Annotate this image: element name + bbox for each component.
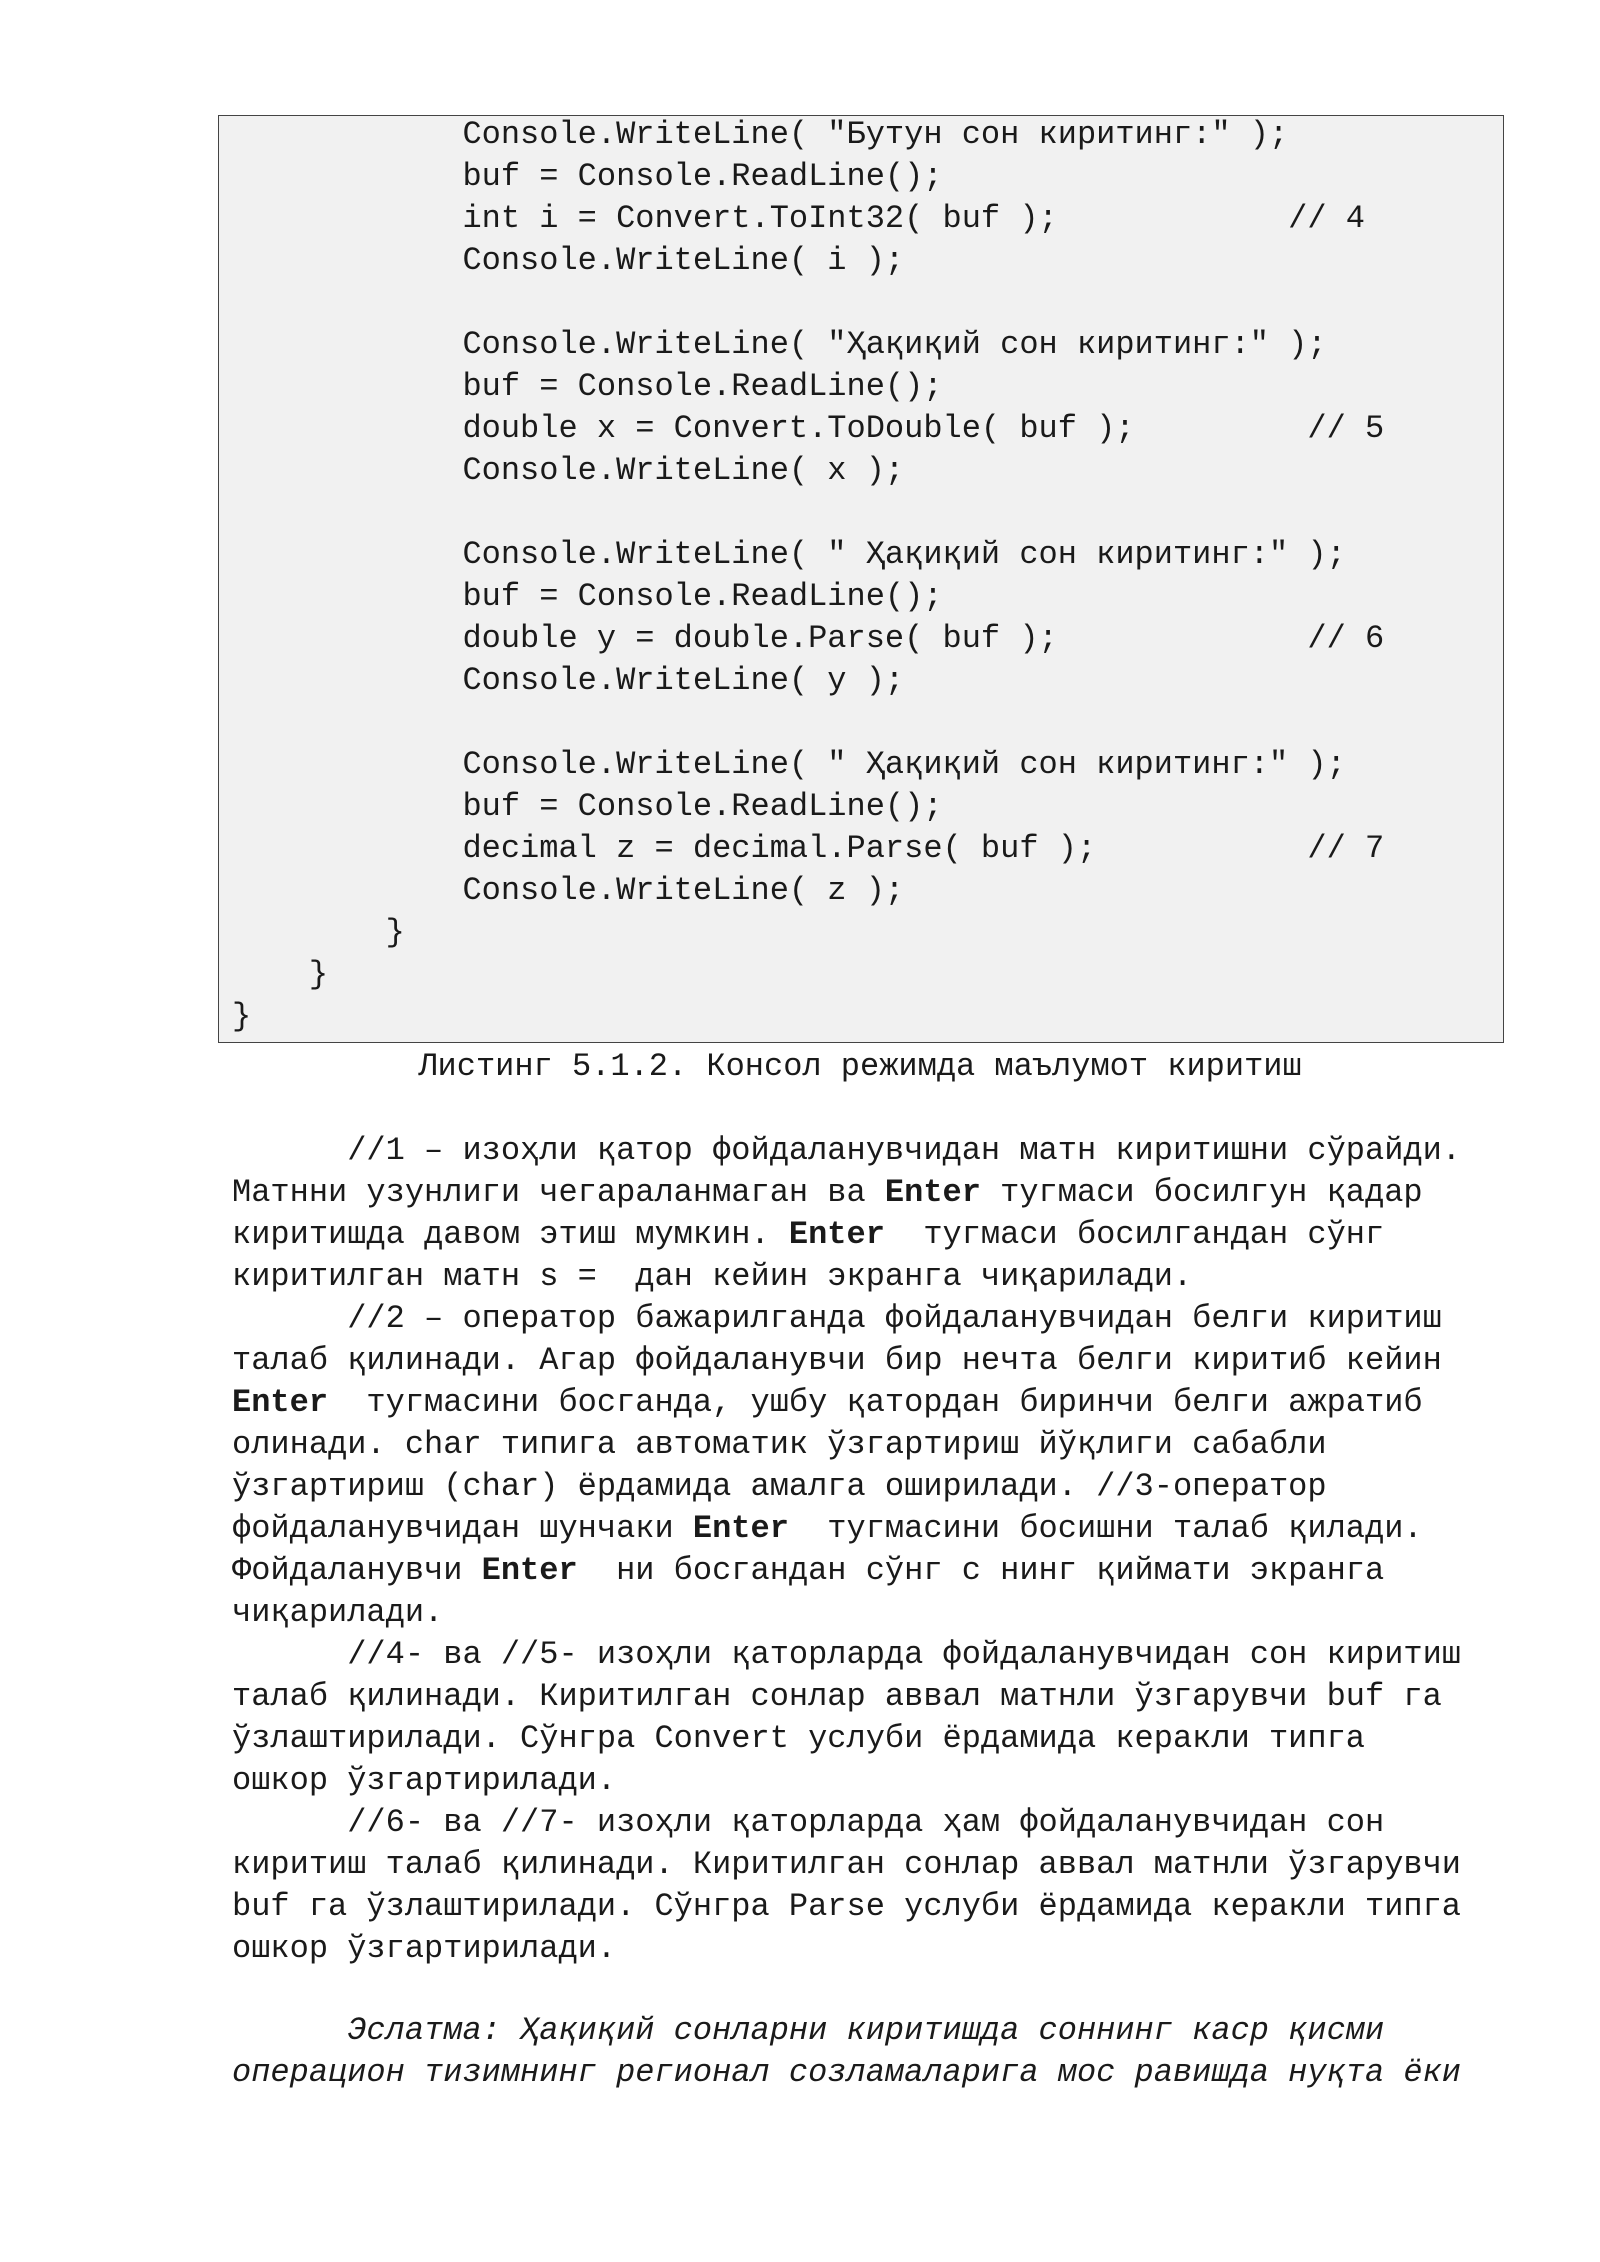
key-name: Enter: [692, 1510, 789, 1547]
paragraph-line: [232, 1802, 1384, 1844]
code-line: }: [232, 956, 329, 993]
text-segment: ни босгандан сўнг c нинг қиймати экранга: [577, 1552, 1385, 1589]
paragraph-line: [232, 1508, 1423, 1550]
text-segment: тугмаси босилгун қадар: [980, 1174, 1423, 1211]
text-segment: buf га ўзлаштирилади. Сўнгра Parse услуби ёрдамида керакли типга: [232, 1888, 1461, 1925]
key-name: Enter: [788, 1216, 885, 1253]
text-segment: ўзгартириш (char) ёрдамида амалга оширилади. //3-оператор: [232, 1468, 1327, 1505]
key-name: Enter: [481, 1552, 578, 1589]
text-segment: //1 – изоҳли қатор фойдаланувчидан матн киритишни сўрайди.: [232, 1132, 1461, 1169]
text-segment: тугмасини босганда, ушбу қатордан биринчи белги ажратиб: [328, 1384, 1423, 1421]
code-line: Console.WriteLine( i );: [232, 242, 905, 279]
paragraph-line: [232, 1886, 1461, 1928]
text-segment: тугмаси босилгандан сўнг: [884, 1216, 1385, 1253]
key-name: Enter: [884, 1174, 981, 1211]
text-segment: ошкор ўзгартирилади.: [232, 1762, 617, 1799]
paragraph-line: [232, 1424, 1327, 1466]
paragraph-line: [232, 1130, 1461, 1172]
text-segment: киритиш талаб қилинади. Киритилган сонлар аввал матнли ўзгарувчи: [232, 1846, 1461, 1883]
code-line: int i = Convert.ToInt32( buf ); // 4: [232, 200, 1365, 237]
text-segment: талаб қилинади. Агар фойдаланувчи бир нечта белги киритиб кейин: [232, 1342, 1442, 1379]
text-segment: ўзлаштирилади. Сўнгра Convert услуби ёрдамида керакли типга: [232, 1720, 1365, 1757]
paragraph-line: [232, 1592, 443, 1634]
code-line: Console.WriteLine( "Ҳақиқий сон киритинг:" );: [232, 326, 1327, 363]
text-segment: Матнни узунлиги чегараланмаган ва: [232, 1174, 885, 1211]
code-line: decimal z = decimal.Parse( buf ); // 7: [232, 830, 1385, 867]
text-segment: //6- ва //7- изоҳли қаторларда ҳам фойдаланувчидан сон: [232, 1804, 1385, 1841]
code-line: buf = Console.ReadLine();: [232, 158, 943, 195]
paragraph-line: [232, 1382, 1423, 1424]
text-segment: олинади. char типига автоматик ўзгартириш йўқлиги сабабли: [232, 1426, 1327, 1463]
paragraph-line: [232, 1760, 616, 1802]
code-line: Console.WriteLine( y );: [232, 662, 905, 699]
code-line: double x = Convert.ToDouble( buf ); // 5: [232, 410, 1385, 447]
code-line: Console.WriteLine( "Бутун сон киритинг:" );: [232, 116, 1289, 153]
paragraph-line: [232, 1928, 616, 1970]
listing-caption: Листинг 5.1.2. Консол режимда маълумот киритиш: [418, 1048, 1302, 1085]
text-segment: тугмасини босишни талаб қилади.: [788, 1510, 1423, 1547]
text-segment: фойдаланувчидан шунчаки: [232, 1510, 693, 1547]
paragraph-line: [232, 1844, 1461, 1886]
code-line: }: [232, 998, 252, 1035]
code-line: }: [232, 914, 405, 951]
code-line: double y = double.Parse( buf ); // 6: [232, 620, 1385, 657]
paragraph-line: [232, 1256, 1192, 1298]
paragraph-line: [232, 1214, 1384, 1256]
note-line: операцион тизимнинг регионал созламаларига мос равишда нуқта ёки: [232, 2054, 1461, 2091]
text-segment: ошкор ўзгартирилади.: [232, 1930, 617, 1967]
paragraph-line: [232, 1718, 1365, 1760]
paragraph-line: [232, 1340, 1442, 1382]
text-segment: //2 – оператор бажарилганда фойдаланувчидан белги киритиш: [232, 1300, 1442, 1337]
text-segment: чиқарилади.: [232, 1594, 444, 1631]
code-line: Console.WriteLine( x );: [232, 452, 905, 489]
code-line: buf = Console.ReadLine();: [232, 368, 943, 405]
text-segment: //4- ва //5- изоҳли қаторларда фойдаланувчидан сон киритиш: [232, 1636, 1461, 1673]
code-line: buf = Console.ReadLine();: [232, 788, 943, 825]
code-line: Console.WriteLine( " Ҳақиқий сон киритинг:" );: [232, 746, 1346, 783]
code-line: buf = Console.ReadLine();: [232, 578, 943, 615]
paragraph-line: [232, 1172, 1423, 1214]
note-line: Эслатма: Ҳақиқий сонларни киритишда соннинг каср қисми: [232, 2012, 1385, 2049]
text-segment: киритишда давом этиш мумкин.: [232, 1216, 789, 1253]
text-segment: Фойдаланувчи: [232, 1552, 482, 1589]
text-segment: талаб қилинади. Киритилган сонлар аввал матнли ўзгарувчи buf га: [232, 1678, 1442, 1715]
paragraph-line: [232, 1298, 1442, 1340]
paragraph-line: [232, 1676, 1442, 1718]
text-segment: киритилган матн s = дан кейин экранга чиқарилади.: [232, 1258, 1193, 1295]
key-name: Enter: [232, 1384, 329, 1421]
code-line: Console.WriteLine( " Ҳақиқий сон киритинг:" );: [232, 536, 1346, 573]
paragraph-line: [232, 1550, 1384, 1592]
paragraph-line: [232, 1466, 1327, 1508]
paragraph-line: [232, 1634, 1461, 1676]
code-line: Console.WriteLine( z );: [232, 872, 905, 909]
